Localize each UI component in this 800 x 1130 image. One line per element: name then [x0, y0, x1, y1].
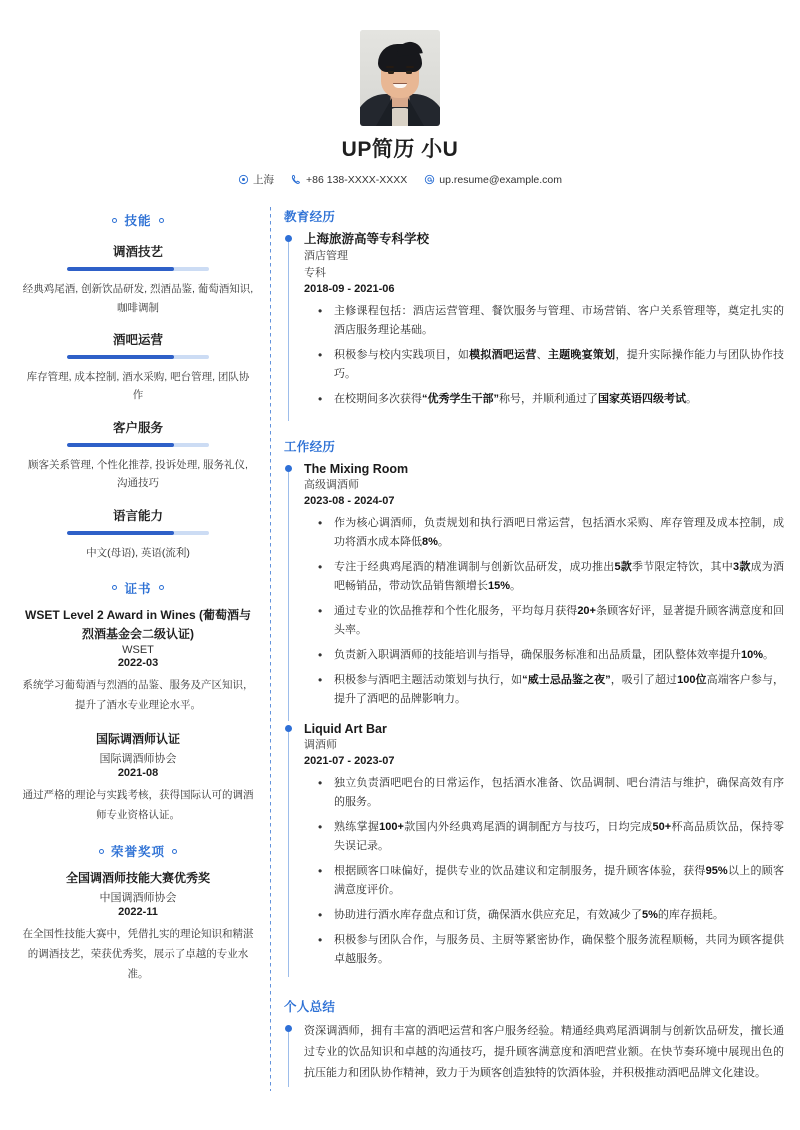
photo-eyebrow-left — [386, 66, 394, 68]
skill-name: 调酒技艺 — [112, 245, 163, 260]
certificate-org: 国际调酒师协会 — [99, 752, 177, 765]
bullet-item: • 根据顾客口味偏好，提供专业的饮品建议和定制服务，提升顾客体验，获得95%以上的顾客满意度评价。 — [334, 862, 784, 900]
certificate-item — [20, 730, 256, 825]
avatar — [360, 30, 440, 126]
education-entry — [282, 231, 784, 420]
skill-name: 酒吧运营 — [112, 333, 163, 348]
photo-collar-right — [408, 98, 424, 126]
circle-decor-icon — [112, 585, 117, 590]
skill-progress-fill — [67, 443, 174, 447]
skill-progress-bar — [67, 355, 209, 359]
skills-heading-row — [20, 211, 256, 229]
skills-heading: 技能 — [124, 214, 152, 229]
phone-icon — [291, 174, 302, 185]
bullet-item: • 通过专业的饮品推荐和个性化服务，平均每月获得20+条顾客好评，显著提升顾客满意度和回头率。 — [334, 602, 784, 640]
resume-header — [16, 30, 784, 193]
school-name: 上海旅游高等专科学校 — [304, 232, 430, 247]
email-at-icon — [424, 174, 435, 185]
column-divider — [270, 207, 271, 1091]
certificate-date: 2022-03 — [117, 657, 159, 670]
contact-list — [16, 172, 784, 187]
awards-heading-row — [20, 842, 256, 860]
resume-body — [16, 207, 784, 1091]
contact-location-text: 上海 — [253, 174, 274, 187]
work-date: 2021-07 - 2023-07 — [304, 755, 395, 768]
certificate-date: 2021-08 — [117, 766, 159, 779]
page-title: UP简历 小U — [341, 138, 459, 161]
major: 酒店管理 — [304, 250, 348, 263]
work-entry — [282, 461, 784, 721]
work-bullets — [304, 514, 784, 708]
skill-item — [20, 506, 256, 562]
photo-eye-right — [406, 71, 412, 74]
sidebar-column — [16, 207, 266, 1091]
skill-progress-bar — [67, 443, 209, 447]
sidebar-section-awards — [20, 842, 256, 984]
bullet-item: • 负责新入职调酒师的技能培训与指导，确保服务标准和出品质量，团队整体效率提升10%。 — [334, 646, 784, 665]
bullet-item: • 独立负责酒吧吧台的日常运作，包括酒水准备、饮品调制、吧台清洁与维护，确保高效有序的服务。 — [334, 774, 784, 812]
photo-collar-left — [376, 98, 392, 126]
degree: 专科 — [304, 267, 326, 280]
skill-name: 语言能力 — [112, 508, 163, 523]
company-name: Liquid Art Bar — [304, 721, 387, 736]
circle-decor-icon — [172, 849, 177, 854]
skill-description: 顾客关系管理, 个性化推荐, 投诉处理, 服务礼仪, 沟通技巧 — [28, 458, 248, 490]
certificates-heading-row — [20, 579, 256, 597]
circle-decor-icon — [112, 218, 117, 223]
skill-name: 客户服务 — [112, 420, 163, 435]
skill-item — [20, 330, 256, 405]
certificate-title: 国际调酒师认证 — [95, 731, 180, 746]
work-date: 2023-08 - 2024-07 — [304, 495, 395, 508]
location-pin-icon — [238, 174, 249, 185]
skill-progress-fill — [67, 531, 174, 535]
circle-decor-icon — [99, 849, 104, 854]
skill-item — [20, 242, 256, 317]
bullet-item: • 熟练掌握100+款国内外经典鸡尾酒的调制配方与技巧，日均完成50+杯高品质饮品，保持零失误记录。 — [334, 818, 784, 856]
bullet-item: • 主修课程包括：酒店运营管理、餐饮服务与管理、市场营销、客户关系管理等，奠定扎实的酒店服务理论基础。 — [334, 302, 784, 340]
skill-item — [20, 418, 256, 493]
bullet-item: • 在校期间多次获得“优秀学生干部”称号，并顺利通过了国家英语四级考试。 — [334, 390, 784, 409]
photo-eyebrow-right — [406, 66, 414, 68]
certificate-description: 系统学习葡萄酒与烈酒的品鉴、服务及产区知识，提升了酒水专业理论水平。 — [22, 679, 254, 712]
certificate-org: WSET — [122, 644, 154, 657]
contact-location — [238, 172, 274, 187]
bullet-item: • 积极参与校内实践项目，如模拟酒吧运营、主题晚宴策划，提升实际操作能力与团队协作技巧。 — [334, 346, 784, 384]
sidebar-section-skills — [20, 211, 256, 562]
skill-progress-bar — [67, 267, 209, 271]
award-title: 全国调酒师技能大赛优秀奖 — [65, 871, 210, 886]
award-org: 中国调酒师协会 — [99, 892, 177, 905]
bullet-item: • 专注于经典鸡尾酒的精准调制与创新饮品研发，成功推出5款季节限定特饮，其中3款成为酒吧畅销品，带动饮品销售额增长15%。 — [334, 558, 784, 596]
main-column — [280, 207, 784, 1091]
certificates-heading: 证书 — [124, 581, 152, 596]
summary-heading: 个人总结 — [284, 999, 336, 1014]
summary-text: 资深调酒师，拥有丰富的酒吧运营和客户服务经验。精通经典鸡尾酒调制与创新饮品研发，擅长通过专业的饮品知识和卓越的沟通技巧，提升顾客满意度和酒吧营业额。在快节奏环境中展现出色的抗压能力和团队协作精神，致力于为顾客创造独特的饮酒体验，并积极推动酒吧品牌文化建设。 — [304, 1024, 784, 1080]
certificate-item — [20, 606, 256, 716]
skill-description: 经典鸡尾酒, 创新饮品研发, 烈酒品鉴, 葡萄酒知识, 咖啡调制 — [22, 283, 254, 314]
sidebar-section-certificates — [20, 579, 256, 826]
contact-email — [424, 174, 562, 186]
job-title: 调酒师 — [304, 739, 337, 752]
awards-heading: 荣誉奖项 — [110, 845, 165, 860]
summary-entry — [282, 1021, 784, 1091]
award-date: 2022-11 — [118, 906, 158, 919]
skill-progress-fill — [67, 355, 174, 359]
certificate-title: WSET Level 2 Award in Wines (葡萄酒与烈酒基金会二级认证) — [25, 607, 251, 641]
award-description: 在全国性技能大赛中，凭借扎实的理论知识和精湛的调酒技艺，荣获优秀奖，展示了卓越的专业水准。 — [22, 928, 254, 980]
bullet-item: • 积极参与团队合作，与服务员、主厨等紧密协作，确保整个服务流程顺畅，共同为顾客提供卓越服务。 — [334, 931, 784, 969]
circle-decor-icon — [159, 585, 164, 590]
bullet-item: • 协助进行酒水库存盘点和订货，确保酒水供应充足，有效减少了5%的库存损耗。 — [334, 906, 784, 925]
education-date: 2018-09 - 2021-06 — [304, 283, 395, 296]
certificate-description: 通过严格的理论与实践考核，获得国际认可的调酒师专业资格认证。 — [22, 788, 254, 821]
skill-progress-fill — [67, 267, 174, 271]
circle-decor-icon — [159, 218, 164, 223]
contact-phone-text: +86 138-XXXX-XXXX — [306, 173, 408, 186]
work-entry — [282, 721, 784, 981]
bullet-item: • 积极参与酒吧主题活动策划与执行，如“威士忌品鉴之夜”，吸引了超过100位高端客户参与，提升了酒吧的品牌影响力。 — [334, 671, 784, 709]
contact-email-text: up.resume@example.com — [439, 173, 562, 186]
work-heading: 工作经历 — [284, 439, 336, 454]
skill-description: 中文(母语), 英语(流利) — [86, 546, 190, 559]
company-name: The Mixing Room — [304, 461, 409, 476]
award-item — [20, 869, 256, 984]
skill-progress-bar — [67, 531, 209, 535]
job-title: 高级调酒师 — [304, 479, 359, 492]
education-heading: 教育经历 — [284, 210, 336, 225]
work-bullets — [304, 774, 784, 968]
contact-phone — [291, 174, 407, 186]
photo-eye-left — [388, 71, 394, 74]
education-bullets — [304, 302, 784, 409]
skill-description: 库存管理, 成本控制, 酒水采购, 吧台管理, 团队协作 — [26, 371, 250, 402]
bullet-item: • 作为核心调酒师，负责规划和执行酒吧日常运营，包括酒水采购、库存管理及成本控制，成功将酒水成本降低8%。 — [334, 514, 784, 552]
